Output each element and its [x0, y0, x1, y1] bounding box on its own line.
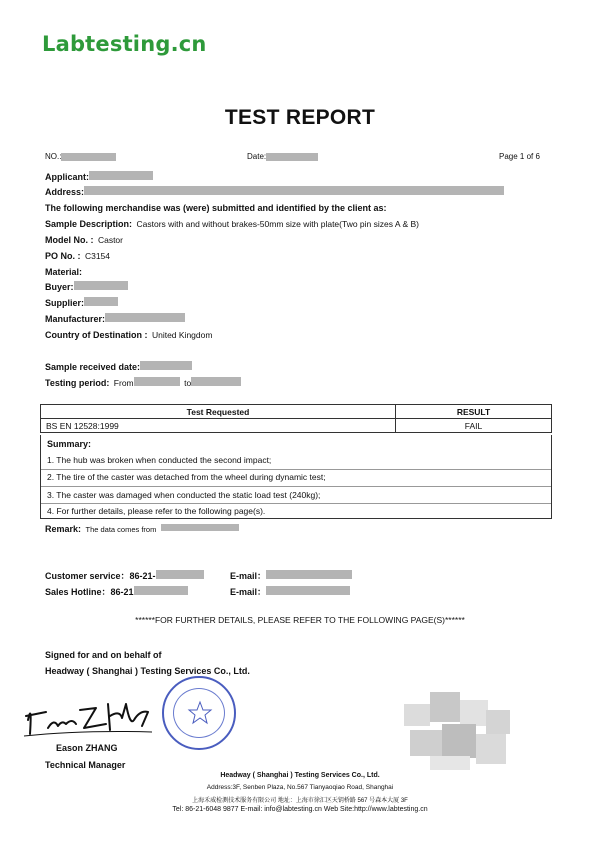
footer-company: Headway ( Shanghai ) Testing Services Co., Ltd.	[220, 772, 380, 779]
footer-address: Address:3F, Senben Plaza, No.567 Tianyaoqiao Road, Shanghai	[206, 784, 394, 791]
redaction-bar	[61, 153, 116, 161]
report-number-label: NO.:	[45, 152, 62, 161]
redaction-bar	[134, 586, 188, 595]
report-number	[45, 152, 116, 161]
result-cell: FAIL	[396, 419, 552, 433]
redaction-bar	[266, 570, 352, 579]
customer-service-row	[45, 569, 204, 582]
address-row	[45, 185, 504, 198]
summary-item: 3. The caster was damaged when conducted the static load test (240kg);	[47, 490, 321, 500]
page-title: TEST REPORT	[224, 106, 376, 129]
redaction-bar	[161, 524, 239, 531]
email-row	[230, 569, 352, 582]
submitted-statement	[45, 201, 387, 214]
table-row	[41, 419, 552, 433]
material-row	[45, 265, 82, 278]
remark-label: Remark:	[45, 524, 82, 534]
supplier-label: Supplier:	[45, 298, 85, 308]
summary-title: Summary:	[47, 439, 92, 449]
model-label: Model No. :	[45, 235, 94, 245]
redaction-bar	[89, 171, 153, 180]
email-label-2: E-mail：	[230, 587, 267, 597]
signed-for-line	[45, 648, 162, 661]
handwritten-signature	[22, 690, 157, 740]
redaction-bar	[156, 570, 204, 579]
manufacturer-label: Manufacturer:	[45, 314, 106, 324]
blurred-stamp-area	[400, 690, 518, 772]
logo-main-text: Labtesting	[42, 32, 171, 56]
signed-for-text: Signed for and on behalf of	[45, 650, 162, 660]
country-row	[45, 328, 212, 341]
summary-divider	[41, 503, 551, 504]
testing-period-from: From	[113, 378, 134, 388]
received-date-row	[45, 360, 192, 373]
sample-description-row	[45, 217, 419, 230]
redaction-bar	[140, 361, 192, 370]
redaction-bar	[84, 297, 118, 306]
applicant-label: Applicant:	[45, 172, 89, 182]
po-row	[45, 249, 110, 262]
email-row-2	[230, 585, 350, 598]
summary-item: 4. For further details, please refer to the following page(s).	[47, 506, 266, 516]
address-label: Address:	[45, 187, 85, 197]
summary-divider	[41, 486, 551, 487]
country-value: United Kingdom	[151, 330, 213, 340]
material-label: Material:	[45, 267, 83, 277]
signatory-role: Technical Manager	[45, 760, 126, 770]
summary-divider	[41, 469, 551, 470]
summary-item: 2. The tire of the caster was detached from the wheel during dynamic test;	[47, 472, 326, 482]
submitted-text: The following merchandise was (were) submitted and identified by the client as:	[45, 203, 387, 213]
test-requested-header: Test Requested	[41, 405, 396, 419]
summary-box	[40, 435, 552, 519]
country-label: Country of Destination :	[45, 330, 148, 340]
testing-period-row	[45, 376, 241, 389]
sample-description-value: Castors with and without brakes-50mm size with plate(Two pin sizes A & B)	[136, 219, 419, 229]
redaction-bar	[134, 377, 180, 386]
further-details-note: ******FOR FURTHER DETAILS, PLEASE REFER TO THE FOLLOWING PAGE(S)******	[135, 615, 465, 625]
test-requested-table	[40, 404, 552, 433]
remark-text: The data comes from	[85, 525, 157, 534]
testing-period-to: to	[184, 378, 192, 388]
redaction-bar	[84, 186, 504, 195]
sample-description-label: Sample Description:	[45, 219, 133, 229]
redaction-bar	[191, 377, 241, 386]
customer-service-label: Customer service：86-21-	[45, 571, 156, 581]
result-header: RESULT	[396, 405, 552, 419]
buyer-row	[45, 280, 128, 293]
report-date	[247, 152, 318, 161]
received-date-label: Sample received date:	[45, 362, 141, 372]
logo-suffix-text: .cn	[170, 32, 207, 56]
redaction-bar	[74, 281, 128, 290]
remark-row	[45, 522, 239, 536]
page-number: Page 1 of 6	[499, 152, 540, 161]
redaction-bar	[105, 313, 185, 322]
table-header-row	[41, 405, 552, 419]
test-standard-cell: BS EN 12528:1999	[41, 419, 396, 433]
footer-contact: Tel: 86-21-6048 9877 E-mail: info@labtesting.cn Web Site:http://www.labtesting.cn	[172, 806, 428, 813]
sales-hotline-label: Sales Hotline：86-21	[45, 587, 134, 597]
po-label: PO No. :	[45, 251, 81, 261]
seal-star-icon	[160, 674, 240, 754]
manufacturer-row	[45, 312, 185, 325]
model-row	[45, 233, 123, 246]
email-label: E-mail：	[230, 571, 267, 581]
summary-item: 1. The hub was broken when conducted the second impact;	[47, 455, 272, 465]
report-date-label: Date:	[247, 152, 267, 161]
buyer-label: Buyer:	[45, 282, 74, 292]
signatory-name: Eason ZHANG	[56, 743, 118, 753]
applicant-row	[45, 170, 153, 183]
redaction-bar	[266, 586, 350, 595]
signatory-name-row	[56, 741, 118, 754]
signing-company-text: Headway ( Shanghai ) Testing Services Co., Ltd.	[45, 666, 250, 676]
footer-chinese-address: 上海禾威检测技术服务有限公司 地址：上海市徐汇区天钥桥路 567 号森本大厦 3F	[192, 798, 408, 804]
redaction-bar	[266, 153, 318, 161]
po-value: C3154	[84, 251, 111, 261]
signatory-role-row	[45, 758, 125, 771]
testing-period-label: Testing period:	[45, 378, 110, 388]
model-value: Castor	[97, 235, 123, 245]
labtesting-logo	[42, 32, 207, 56]
supplier-row	[45, 296, 118, 309]
sales-hotline-row	[45, 585, 188, 598]
